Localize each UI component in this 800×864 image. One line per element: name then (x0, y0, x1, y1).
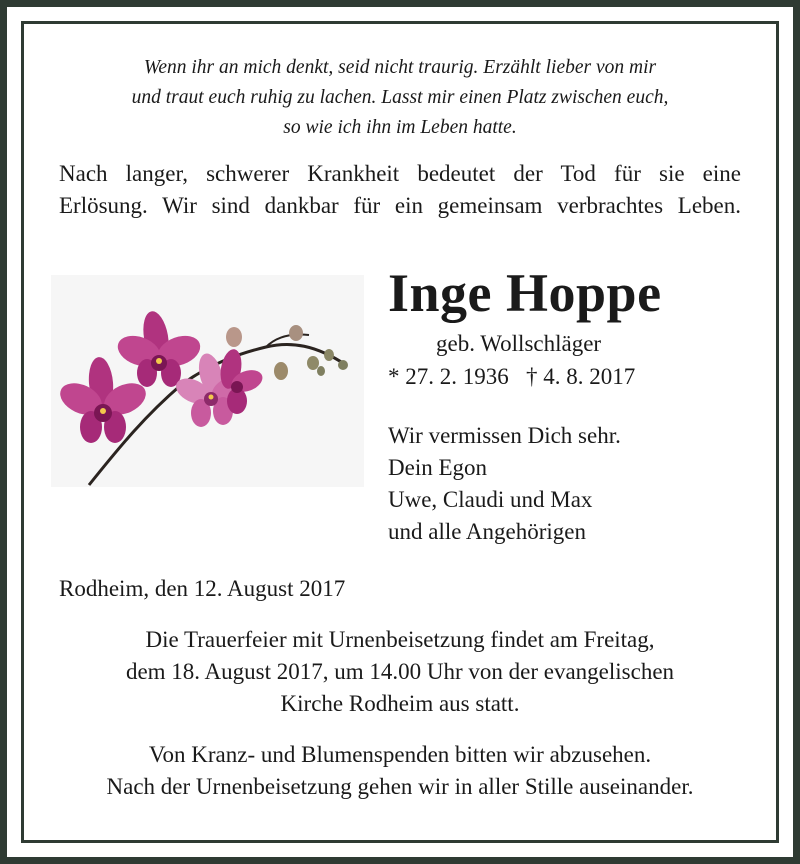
motto-line: Wenn ihr an mich denkt, seid nicht traurig. Erzählt lieber von mir (143, 57, 657, 78)
birth-name: geb. Wollschläger (436, 331, 602, 356)
mourner-line: und alle Angehörigen (388, 519, 587, 544)
motto-line: so wie ich ihn im Leben hatte. (283, 117, 517, 138)
intro-text (59, 158, 741, 222)
intro-line: Nach langer, schwerer Krankheit bedeutet der Tod für sie eine (59, 161, 741, 186)
orchid-illustration (51, 275, 364, 487)
ceremony-line: dem 18. August 2017, um 14.00 Uhr von der evangelischen (125, 659, 675, 684)
closing-line: Von Kranz- und Blumenspenden bitten wir abzusehen. (148, 742, 652, 767)
life-dates: * 27. 2. 1936 † 4. 8. 2017 (388, 364, 636, 389)
deceased-name: Inge Hoppe (388, 263, 662, 323)
intro-line: Erlösung. Wir sind dankbar für ein gemeinsam verbrachtes Leben. (59, 193, 741, 218)
ceremony-line: Die Trauerfeier mit Urnenbeisetzung findet am Freitag, (145, 627, 655, 652)
ceremony-info (0, 624, 800, 720)
closing-line: Nach der Urnenbeisetzung gehen wir in aller Stille auseinander. (106, 774, 694, 799)
mourners-list (388, 420, 621, 548)
motto-quote (0, 53, 800, 143)
mourner-line: Dein Egon (388, 455, 488, 480)
orchid-blossom (114, 309, 205, 387)
closing-note (0, 739, 800, 803)
motto-line: und traut euch ruhig zu lachen. Lasst mir einen Platz zwischen euch, (131, 87, 669, 108)
ceremony-line: Kirche Rodheim aus statt. (280, 691, 520, 716)
mourner-line: Uwe, Claudi und Max (388, 487, 593, 512)
orchid-bud (226, 327, 242, 347)
mourner-line: Wir vermissen Dich sehr. (388, 423, 621, 448)
place-and-date: Rodheim, den 12. August 2017 (59, 576, 346, 601)
orchid-flower-image (51, 275, 364, 487)
